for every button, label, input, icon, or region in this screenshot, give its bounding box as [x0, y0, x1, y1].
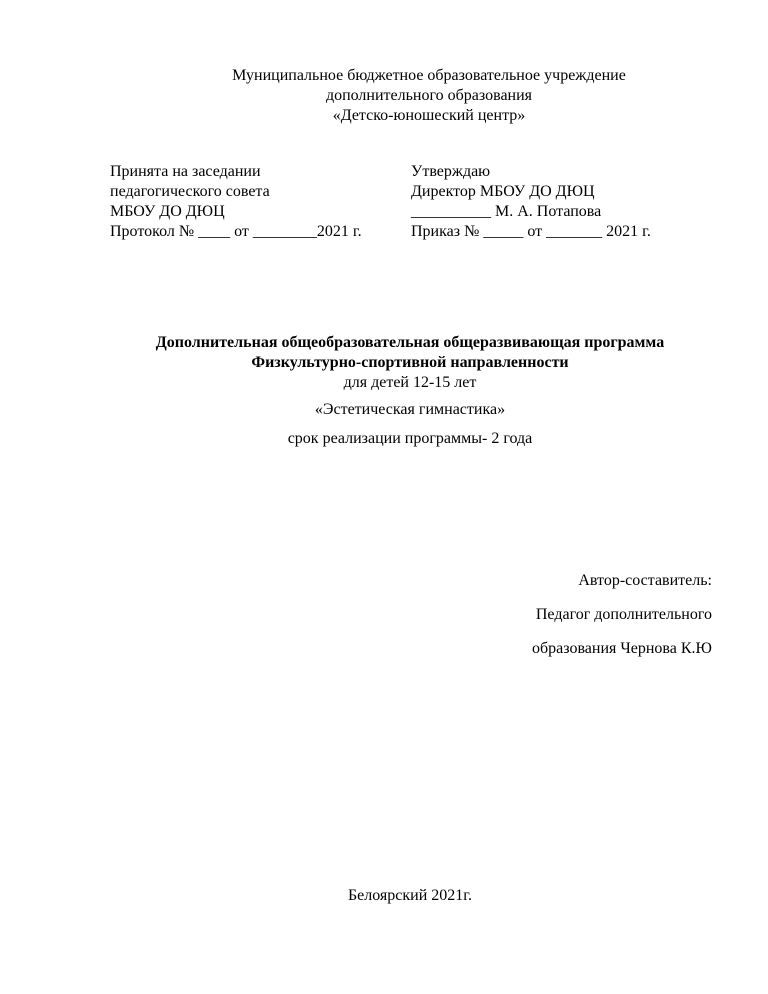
approved-line-2: Директор МБОУ ДО ДЮЦ: [411, 183, 595, 200]
place-year: Белоярский 2021г.: [347, 887, 473, 904]
program-name: «Эстетическая гимнастика»: [314, 401, 506, 418]
author-block: [532, 571, 712, 673]
accepted-block: [110, 162, 362, 242]
accepted-line-2: педагогического совета: [110, 183, 270, 200]
approved-order-line: Приказ № _____ от _______ 2021 г.: [411, 223, 651, 240]
institution-line-3: «Детско-юношеский центр»: [332, 107, 526, 124]
program-age: для детей 12-15 лет: [343, 374, 477, 391]
program-period: срок реализации программы- 2 года: [287, 430, 533, 447]
author-line-3: образования Чернова К.Ю: [531, 640, 712, 657]
institution-line-1: Муниципальное бюджетное образовательное учреждение: [232, 67, 626, 84]
approved-signature-line: __________ М. А. Потапова: [411, 203, 602, 220]
accepted-protocol-line: Протокол № ____ от ________2021 г.: [110, 223, 362, 240]
program-title-block: [0, 333, 768, 393]
accepted-line-3: МБОУ ДО ДЮЦ: [110, 203, 225, 220]
approved-line-1: Утверждаю: [411, 163, 491, 180]
program-title-line-2: Физкультурно-спортивной направленности: [251, 354, 569, 371]
program-title-line-1: Дополнительная общеобразовательная общеразвивающая программа: [155, 334, 665, 351]
accepted-line-1: Принята на заседании: [110, 163, 261, 180]
author-line-1: Автор-составитель:: [578, 572, 712, 589]
author-line-2: Педагог дополнительного: [535, 606, 712, 623]
institution-header: [0, 66, 768, 126]
approved-block: [411, 162, 651, 242]
institution-line-2: дополнительного образования: [325, 87, 533, 104]
